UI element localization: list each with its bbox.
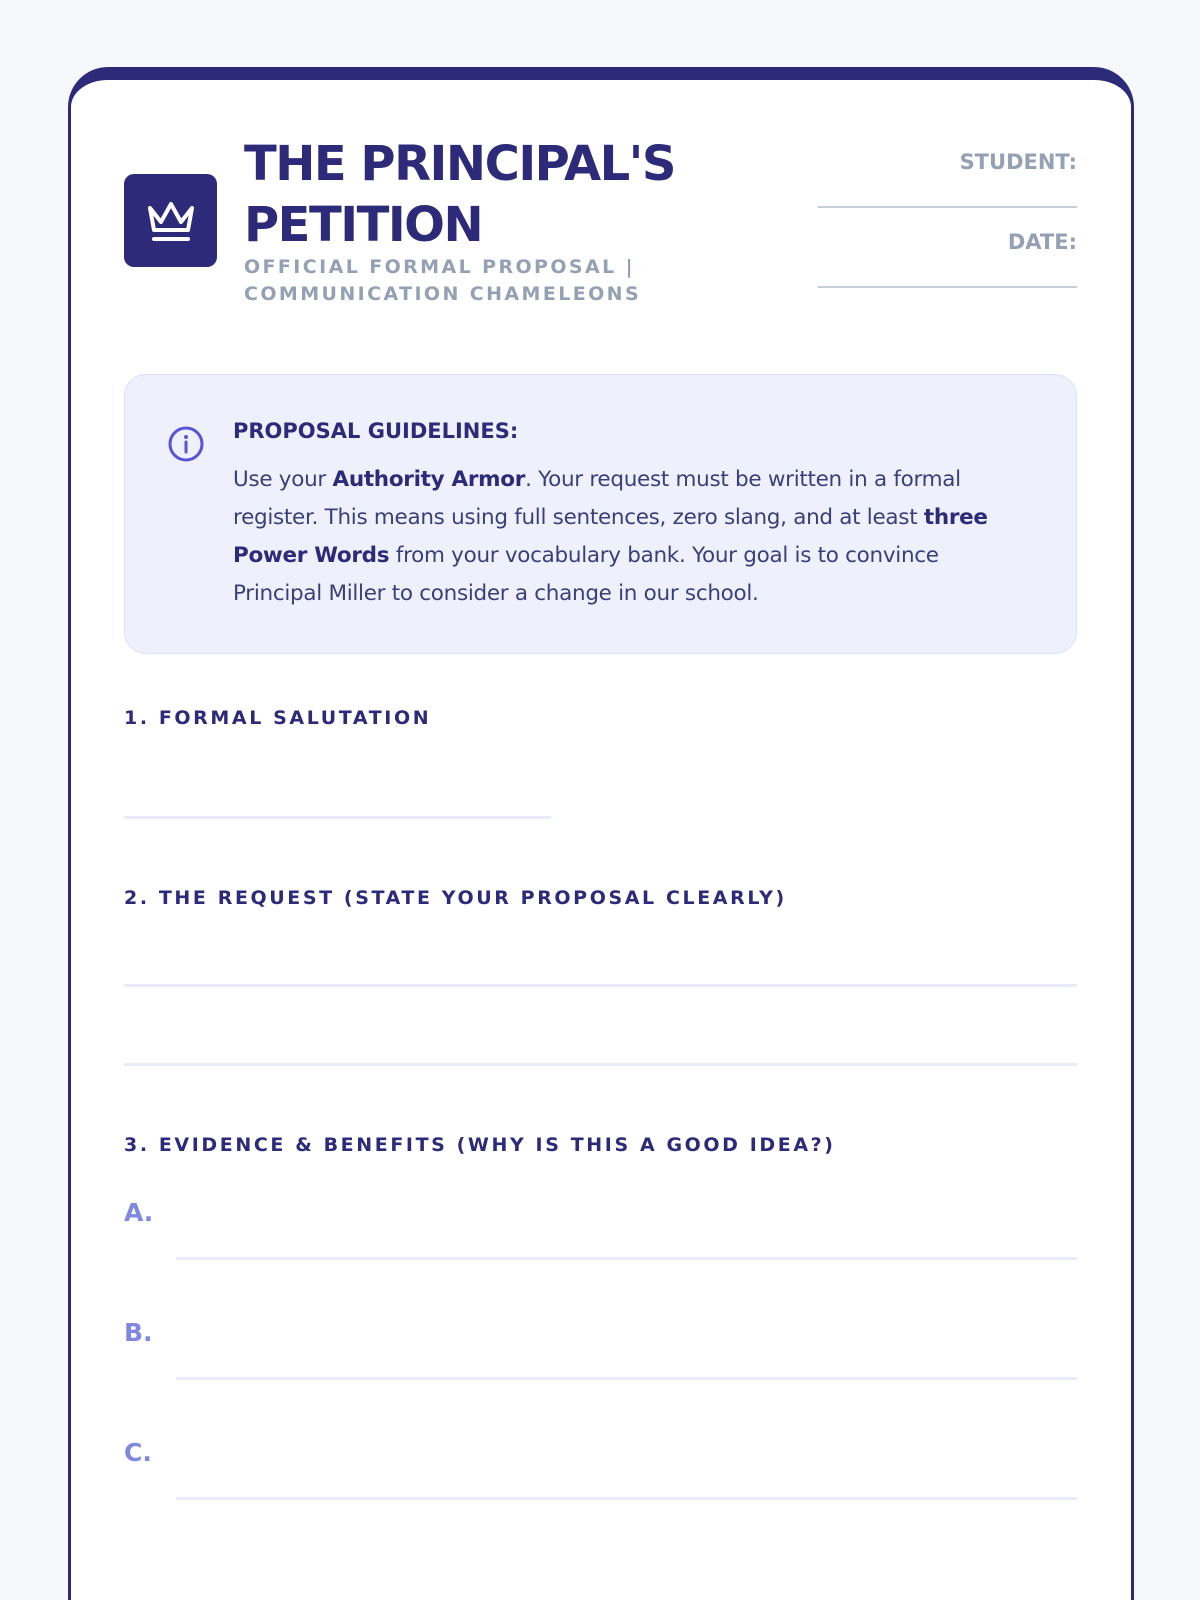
guidelines-panel — [124, 374, 1077, 654]
evidence-label-b: B. — [124, 1318, 153, 1347]
student-name-line[interactable] — [818, 206, 1077, 208]
section-salutation-heading: 1. FORMAL SALUTATION — [124, 707, 432, 729]
crown-icon — [145, 198, 197, 244]
guidelines-title: PROPOSAL GUIDELINES: — [233, 419, 519, 443]
evidence-label-a: A. — [124, 1198, 154, 1227]
student-label: STUDENT: — [959, 150, 1077, 174]
power-words-term: three Power Words — [233, 505, 988, 568]
evidence-line-c[interactable] — [176, 1497, 1077, 1500]
authority-armor-term: Authority Armor — [332, 467, 526, 492]
date-line[interactable] — [818, 286, 1077, 288]
evidence-label-c: C. — [124, 1438, 152, 1467]
salutation-line[interactable] — [124, 816, 551, 819]
info-icon — [167, 425, 205, 463]
section-request-heading: 2. THE REQUEST (STATE YOUR PROPOSAL CLEARLY) — [124, 887, 787, 909]
page-title: THE PRINCIPAL'S PETITION — [244, 136, 675, 253]
date-label: DATE: — [1007, 230, 1077, 254]
request-line-2[interactable] — [124, 1063, 1077, 1066]
guidelines-text: Use your Authority Armor. Your request must be written in a formal register. This means using full sentences, zero slang, and at least three Power Words from your vocabulary bank. Your goal is to convince Principal Miller to consider a change in our school. — [233, 467, 988, 606]
evidence-line-a[interactable] — [176, 1257, 1077, 1260]
evidence-line-b[interactable] — [176, 1377, 1077, 1380]
request-line-1[interactable] — [124, 984, 1077, 987]
page-subtitle: OFFICIAL FORMAL PROPOSAL | COMMUNICATION CHAMELEONS — [244, 256, 642, 305]
logo-badge — [124, 174, 217, 267]
section-evidence-heading: 3. EVIDENCE & BENEFITS (WHY IS THIS A GOOD IDEA?) — [124, 1134, 836, 1156]
